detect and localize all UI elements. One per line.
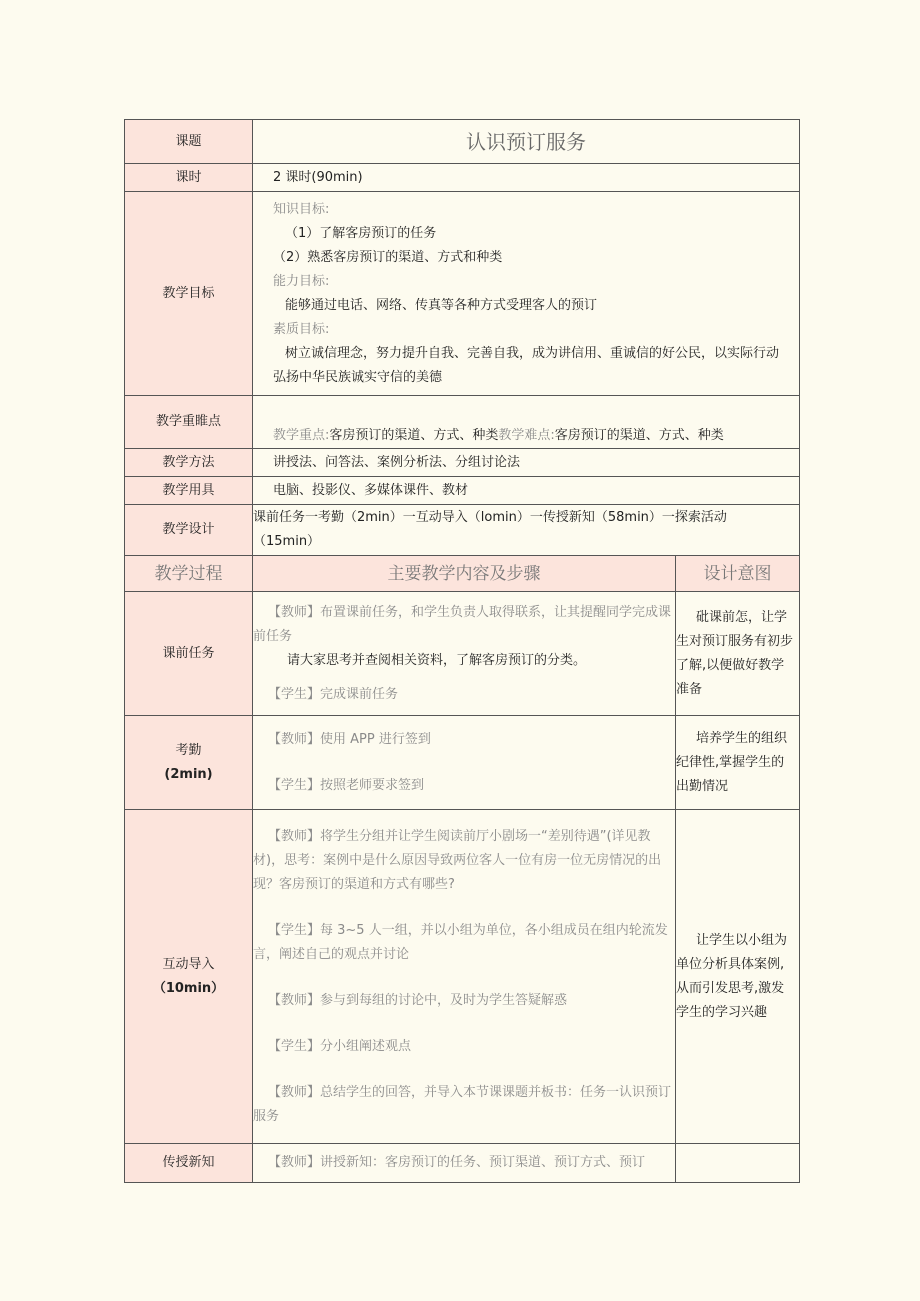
step-text: 完成课前任务: [320, 686, 399, 702]
step-text: 总结学生的回答，并导入本节课课题并板书：任务一认识预订服务: [253, 1084, 672, 1124]
role-tag: 【学生】: [268, 1038, 321, 1054]
difficult-label: 教学难点:: [498, 428, 555, 443]
step-text: 每 3~5 人一组，并以小组为单位，各小组成员在组内轮流发言，阐述自己的观点并讨论: [253, 922, 668, 962]
role-tag: 【教师】: [268, 992, 321, 1008]
hours-value: 2 课时(90min): [253, 164, 800, 192]
stage-name: 考勤: [175, 742, 202, 758]
method-value: 讲授法、问答法、案例分析法、分组讨论法: [253, 449, 800, 477]
hours-label: 课时: [125, 164, 253, 192]
stage-content: [253, 1144, 676, 1183]
process-header: 教学过程: [125, 556, 253, 592]
key-text: 客房预订的渠道、方式、种类: [329, 428, 499, 443]
step-text: 分小组阐述观点: [320, 1038, 412, 1054]
stage-name: 互动导入: [162, 956, 215, 972]
knowledge-item: （1）了解客房预订的任务: [285, 225, 437, 241]
design-intent: 砒课前怎，让学生对预订服务有初步了解,以便做好教学准备: [676, 592, 800, 716]
role-tag: 【学生】: [268, 922, 321, 938]
ability-text: 能够通过电话、网络、传真等各种方式受理客人的预订: [285, 297, 598, 313]
knowledge-label: 知识目标:: [273, 201, 330, 217]
step-text: 使用 APP 进行签到: [320, 731, 431, 747]
stage-time: （10min）: [152, 980, 225, 996]
step-text: 按照老师要求签到: [320, 777, 425, 793]
stage-time: (2min): [164, 766, 213, 782]
topic-label: 课题: [125, 120, 253, 164]
design-value: 课前任务一考勤（2min）一互动导入（lomin）一传授新知（58min）一探索活动（15min）: [253, 505, 800, 556]
tools-label: 教学用具: [125, 477, 253, 505]
content-header: 主要教学内容及步骤: [253, 556, 676, 592]
role-tag: 【学生】: [268, 777, 321, 793]
key-label: 教学重点:: [273, 428, 330, 443]
method-label: 教学方法: [125, 449, 253, 477]
stage-label: 传授新知: [125, 1144, 253, 1183]
role-tag: 【教师】: [268, 731, 321, 747]
step-text: 参与到每组的讨论中，及时为学生答疑解惑: [320, 992, 568, 1008]
step-text: 布置课前任务，和学生负责人取得联系，让其提醒同学完成课前任务: [253, 604, 672, 644]
role-tag: 【教师】: [268, 1155, 321, 1170]
knowledge-item: （2）熟悉客房预订的渠道、方式和种类: [273, 249, 503, 265]
goals-label: 教学目标: [125, 192, 253, 396]
tools-value: 电脑、投影仪、多媒体课件、教材: [253, 477, 800, 505]
goals-cell: [253, 192, 800, 396]
quality-text: 树立诚信理念，努力提升自我、完善自我，成为讲信用、重诚信的好公民，以实际行动弘扬中华民族诚实守信的美德: [273, 345, 780, 385]
stage-content: [253, 716, 676, 810]
stage-label: [125, 716, 253, 810]
intent-header: 设计意图: [676, 556, 800, 592]
stage-content: [253, 592, 676, 716]
ability-label: 能力目标:: [273, 273, 330, 289]
keypoints-label: 教学重睢点: [125, 396, 253, 449]
stage-label: [125, 810, 253, 1144]
keypoints-cell: [253, 396, 800, 449]
step-text: 讲授新知：客房预订的任务、预订渠道、预订方式、预订: [320, 1155, 646, 1170]
stage-label: 课前任务: [125, 592, 253, 716]
step-text: 将学生分组并让学生阅读前厅小剧场一“差别待遇”(详见教材)，思考：案例中是什么原因导致两位客人一位有房一位无房情况的出现？客房预订的渠道和方式有哪些?: [253, 828, 662, 892]
role-tag: 【教师】: [268, 1084, 321, 1100]
stage-content: [253, 810, 676, 1144]
role-tag: 【教师】: [268, 604, 321, 620]
design-label: 教学设计: [125, 505, 253, 556]
step-text: 请大家思考并查阅相关资料，了解客房预订的分类。: [287, 652, 587, 668]
page-title: 认识预订服务: [253, 120, 800, 164]
design-intent: 培养学生的组织纪律性,掌握学生的出勤情况: [676, 716, 800, 810]
design-intent: [676, 1144, 800, 1183]
role-tag: 【教师】: [268, 828, 321, 844]
difficult-text: 客房预订的渠道、方式、种类: [554, 428, 724, 443]
lesson-plan-table: [124, 119, 800, 1183]
role-tag: 【学生】: [268, 686, 321, 702]
design-intent: 让学生以小组为单位分析具体案例,从而引发思考,激发学生的学习兴趣: [676, 810, 800, 1144]
quality-label: 素质目标:: [273, 321, 330, 337]
